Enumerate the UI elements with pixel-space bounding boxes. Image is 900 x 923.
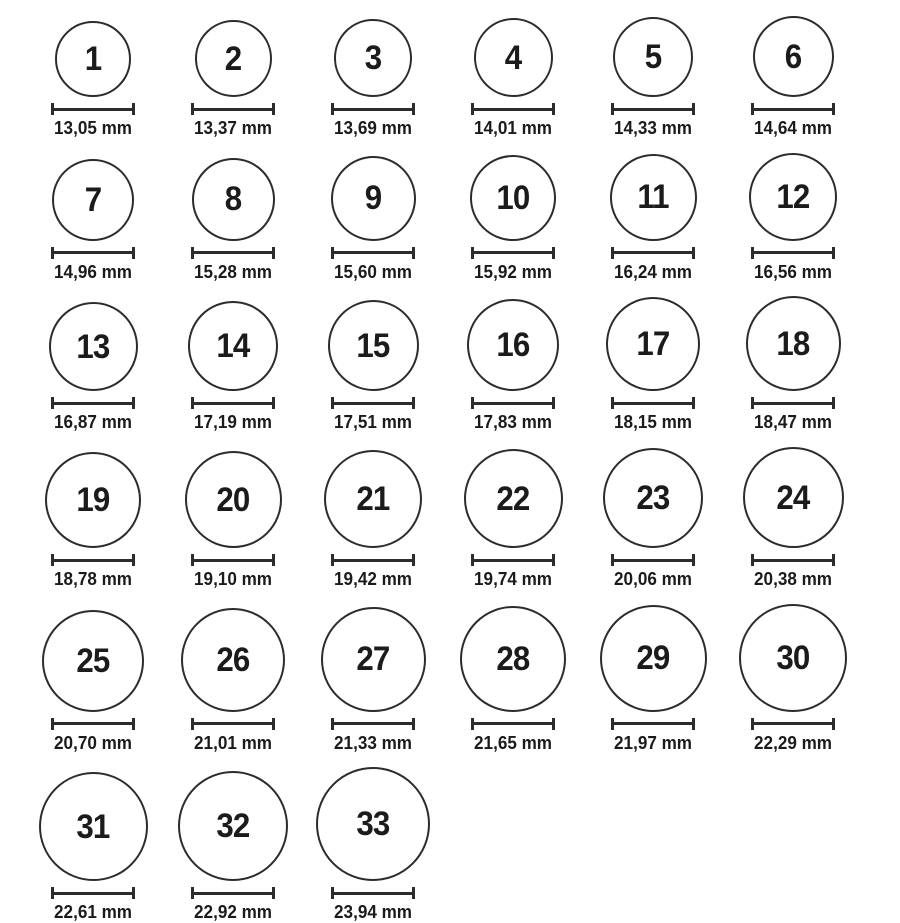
diameter-dimension-line xyxy=(331,247,415,259)
ring-circle xyxy=(606,297,700,391)
ring-size-cell xyxy=(51,159,135,283)
ring-size-number: 30 xyxy=(776,638,810,677)
ring-size-number: 23 xyxy=(636,479,670,518)
ring-size-cell xyxy=(39,772,148,923)
ring-size-cell xyxy=(185,451,282,590)
diameter-label: 16,24 mm xyxy=(614,261,692,282)
ring-circle xyxy=(464,449,563,548)
diameter-dimension-line xyxy=(191,247,275,259)
diameter-dimension-line xyxy=(751,554,835,566)
diameter-label: 14,33 mm xyxy=(614,118,692,138)
ring-size-number: 11 xyxy=(637,178,669,217)
ring-circle xyxy=(181,608,285,712)
ring-size-cell xyxy=(600,605,707,754)
ring-circle xyxy=(52,159,134,241)
ring-size-number: 26 xyxy=(216,640,250,679)
ring-size-cell xyxy=(751,16,835,139)
ring-circle xyxy=(460,606,566,712)
ring-size-cell xyxy=(460,606,566,754)
ring-size-cell xyxy=(464,449,563,590)
ring-circle xyxy=(185,451,282,548)
diameter-dimension-line xyxy=(51,397,135,409)
ring-size-cell xyxy=(743,447,844,590)
diameter-label: 18,78 mm xyxy=(54,569,132,590)
ring-size-cell xyxy=(51,21,135,139)
ring-circle xyxy=(470,155,556,241)
ring-circle xyxy=(610,154,697,241)
ring-circle xyxy=(600,605,707,712)
ring-circle xyxy=(613,17,693,97)
ring-circle xyxy=(55,21,131,97)
ring-size-cell xyxy=(324,450,422,590)
diameter-label: 14,96 mm xyxy=(54,261,132,282)
diameter-label: 18,47 mm xyxy=(754,412,832,433)
diameter-dimension-line xyxy=(331,718,415,730)
ring-size-number: 28 xyxy=(496,639,530,678)
ring-size-number: 17 xyxy=(636,325,670,364)
diameter-dimension-line xyxy=(751,397,835,409)
ring-size-number: 14 xyxy=(216,327,250,366)
diameter-dimension-line xyxy=(331,397,415,409)
diameter-dimension-line xyxy=(611,103,695,115)
ring-circle xyxy=(474,18,553,97)
ring-size-cell xyxy=(42,610,144,754)
diameter-label: 17,51 mm xyxy=(334,412,412,433)
diameter-label: 23,94 mm xyxy=(334,902,412,923)
ring-size-cell xyxy=(470,155,556,283)
ring-circle xyxy=(192,158,275,241)
ring-size-number: 3 xyxy=(364,39,382,77)
ring-size-number: 9 xyxy=(364,179,382,218)
diameter-dimension-line xyxy=(611,397,695,409)
ring-size-number: 22 xyxy=(496,479,530,518)
ring-size-cell xyxy=(746,296,841,433)
diameter-dimension-line xyxy=(331,887,415,899)
diameter-label: 18,15 mm xyxy=(614,412,692,433)
diameter-dimension-line xyxy=(471,718,555,730)
ring-size-number: 24 xyxy=(776,478,810,517)
ring-size-number: 32 xyxy=(216,807,250,846)
ring-size-cell xyxy=(321,607,426,754)
ring-circle xyxy=(45,452,141,548)
diameter-dimension-line xyxy=(471,103,555,115)
ring-circle xyxy=(328,300,419,391)
diameter-label: 22,92 mm xyxy=(194,902,272,923)
ring-size-number: 5 xyxy=(644,38,662,76)
ring-circle xyxy=(195,20,272,97)
ring-size-cell xyxy=(471,18,555,139)
ring-circle xyxy=(753,16,834,97)
ring-size-number: 27 xyxy=(356,640,390,679)
diameter-dimension-line xyxy=(191,554,275,566)
ring-circle xyxy=(49,302,138,391)
ring-circle xyxy=(467,299,559,391)
diameter-label: 14,64 mm xyxy=(754,118,832,138)
ring-size-number: 31 xyxy=(76,807,110,846)
diameter-dimension-line xyxy=(191,103,275,115)
diameter-label: 16,87 mm xyxy=(54,412,132,433)
diameter-dimension-line xyxy=(751,718,835,730)
ring-size-number: 16 xyxy=(496,326,530,365)
ring-size-number: 6 xyxy=(784,37,802,76)
diameter-label: 22,61 mm xyxy=(54,902,132,923)
ring-size-number: 12 xyxy=(776,177,810,216)
diameter-label: 13,37 mm xyxy=(194,118,272,138)
ring-size-number: 2 xyxy=(224,39,242,78)
ring-size-number: 15 xyxy=(356,326,390,365)
ring-size-cell xyxy=(606,297,700,433)
ring-size-number: 18 xyxy=(776,324,810,363)
ring-size-number: 1 xyxy=(84,40,102,78)
ring-size-cell xyxy=(188,301,278,433)
ring-circle xyxy=(42,610,144,712)
ring-size-number: 13 xyxy=(76,327,110,366)
diameter-dimension-line xyxy=(331,103,415,115)
diameter-dimension-line xyxy=(751,247,835,259)
diameter-dimension-line xyxy=(51,103,135,115)
ring-size-number: 7 xyxy=(84,180,102,219)
diameter-label: 15,28 mm xyxy=(194,261,272,282)
ring-circle xyxy=(746,296,841,391)
ring-size-cell xyxy=(331,19,415,139)
diameter-label: 14,01 mm xyxy=(474,118,552,138)
diameter-dimension-line xyxy=(471,397,555,409)
ring-size-cell xyxy=(45,452,141,590)
diameter-label: 13,69 mm xyxy=(334,118,412,138)
diameter-label: 17,83 mm xyxy=(474,412,552,433)
diameter-label: 21,01 mm xyxy=(194,732,272,753)
ring-size-cell xyxy=(331,156,416,283)
diameter-label: 19,74 mm xyxy=(474,569,552,590)
ring-size-cell xyxy=(191,20,275,139)
ring-circle xyxy=(749,153,837,241)
diameter-label: 19,10 mm xyxy=(194,569,272,590)
diameter-label: 15,60 mm xyxy=(334,261,412,282)
diameter-dimension-line xyxy=(51,718,135,730)
ring-circle xyxy=(178,771,288,881)
ring-size-cell xyxy=(603,448,703,590)
diameter-label: 20,06 mm xyxy=(614,569,692,590)
ring-size-cell xyxy=(191,158,275,283)
diameter-label: 16,56 mm xyxy=(754,261,832,282)
diameter-label: 17,19 mm xyxy=(194,412,272,433)
ring-size-cell xyxy=(181,608,285,754)
diameter-label: 15,92 mm xyxy=(474,261,552,282)
ring-size-cell xyxy=(739,604,847,754)
ring-size-number: 10 xyxy=(496,178,530,217)
ring-circle xyxy=(188,301,278,391)
ring-size-number: 8 xyxy=(224,180,242,219)
diameter-label: 19,42 mm xyxy=(334,569,412,590)
diameter-dimension-line xyxy=(471,247,555,259)
diameter-dimension-line xyxy=(471,554,555,566)
diameter-dimension-line xyxy=(51,887,135,899)
diameter-dimension-line xyxy=(611,718,695,730)
diameter-dimension-line xyxy=(191,397,275,409)
ring-size-number: 29 xyxy=(636,639,670,678)
ring-circle xyxy=(39,772,148,881)
ring-size-number: 4 xyxy=(504,38,522,77)
ring-size-cell xyxy=(49,302,138,433)
diameter-dimension-line xyxy=(191,718,275,730)
diameter-label: 20,70 mm xyxy=(54,732,132,753)
diameter-dimension-line xyxy=(611,247,695,259)
ring-circle xyxy=(321,607,426,712)
ring-size-number: 20 xyxy=(216,480,250,519)
diameter-dimension-line xyxy=(751,103,835,115)
diameter-dimension-line xyxy=(191,887,275,899)
diameter-dimension-line xyxy=(611,554,695,566)
diameter-dimension-line xyxy=(51,247,135,259)
diameter-label: 22,29 mm xyxy=(754,732,832,753)
ring-size-cell xyxy=(328,300,419,433)
ring-size-cell xyxy=(467,299,559,433)
ring-size-number: 33 xyxy=(356,805,390,844)
diameter-label: 13,05 mm xyxy=(54,118,132,138)
ring-size-number: 25 xyxy=(76,641,110,680)
diameter-label: 21,97 mm xyxy=(614,732,692,753)
ring-size-number: 19 xyxy=(76,481,110,520)
ring-size-cell xyxy=(178,771,288,923)
ring-circle xyxy=(743,447,844,548)
diameter-label: 20,38 mm xyxy=(754,569,832,590)
ring-circle xyxy=(316,767,430,881)
diameter-label: 21,65 mm xyxy=(474,732,552,753)
ring-circle xyxy=(603,448,703,548)
ring-circle xyxy=(739,604,847,712)
ring-size-cell xyxy=(611,17,695,139)
ring-circle xyxy=(331,156,416,241)
ring-circle xyxy=(334,19,412,97)
ring-size-cell xyxy=(749,153,837,283)
diameter-dimension-line xyxy=(51,554,135,566)
diameter-dimension-line xyxy=(331,554,415,566)
ring-size-number: 21 xyxy=(356,480,390,519)
diameter-label: 21,33 mm xyxy=(334,732,412,753)
ring-circle xyxy=(324,450,422,548)
ring-size-cell xyxy=(610,154,697,283)
